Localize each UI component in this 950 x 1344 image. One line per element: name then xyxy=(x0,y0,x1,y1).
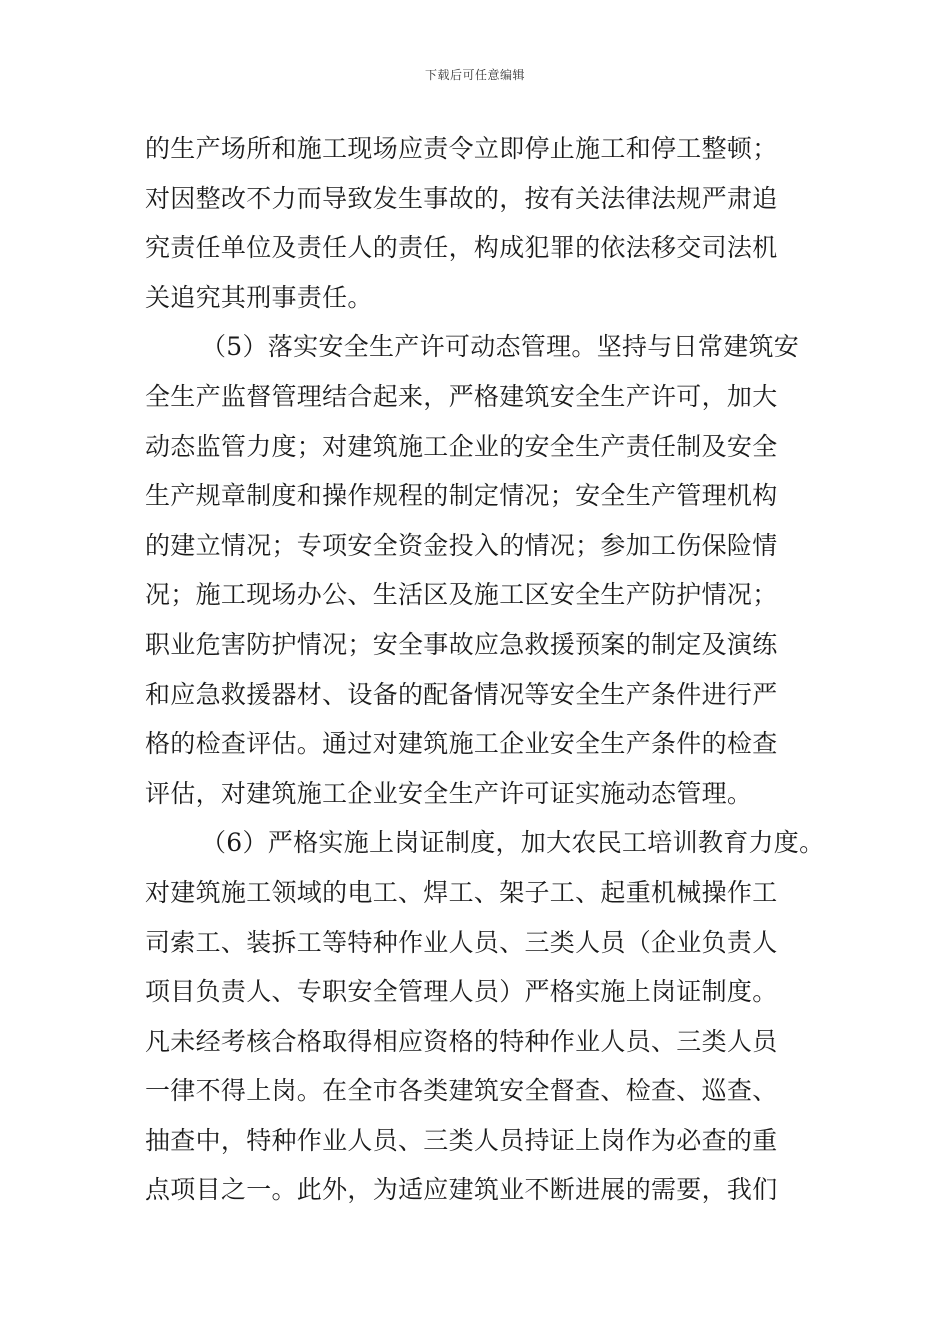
text-line: 对因整改不力而导致发生事故的，按有关法律法规严肃追 xyxy=(145,183,778,213)
text-line: （5）落实安全生产许可动态管理。坚持与日常建筑安 xyxy=(201,332,800,362)
text-line: 对建筑施工领域的电工、焊工、架子工、起重机械操作工 xyxy=(145,877,778,907)
text-line: 的建立情况；专项安全资金投入的情况；参加工伤保险情 xyxy=(145,530,778,560)
text-line: 全生产监督管理结合起来，严格建筑安全生产许可，加大 xyxy=(145,381,778,411)
text-line: 点项目之一。此外，为适应建筑业不断进展的需要，我们 xyxy=(145,1175,778,1205)
text-line: 况；施工现场办公、生活区及施工区安全生产防护情况； xyxy=(145,580,778,610)
text-line: 究责任单位及责任人的责任，构成犯罪的依法移交司法机 xyxy=(145,233,778,263)
text-line: 凡未经考核合格取得相应资格的特种作业人员、三类人员 xyxy=(145,1026,778,1056)
text-line: 抽查中，特种作业人员、三类人员持证上岗作为必查的重 xyxy=(145,1125,778,1155)
text-line: 的生产场所和施工现场应责令立即停止施工和停工整顿； xyxy=(145,134,778,163)
text-line: （6）严格实施上岗证制度，加大农民工培训教育力度。 xyxy=(201,828,825,858)
text-line: 生产规章制度和操作规程的制定情况；安全生产管理机构 xyxy=(145,481,778,511)
text-line: 和应急救援器材、设备的配备情况等安全生产条件进行严 xyxy=(145,679,778,709)
text-line: 职业危害防护情况；安全事故应急救援预案的制定及演练 xyxy=(145,629,778,659)
text-line: 评估，对建筑施工企业安全生产许可证实施动态管理。 xyxy=(145,778,753,808)
text-line: 动态监管力度；对建筑施工企业的安全生产责任制及安全 xyxy=(145,431,778,461)
text-line: 项目负责人、专职安全管理人员）严格实施上岗证制度。 xyxy=(145,977,778,1007)
page-header: 下载后可任意编辑 xyxy=(424,68,525,82)
text-line: 关追究其刑事责任。 xyxy=(145,282,373,312)
body-text xyxy=(145,124,825,1215)
text-line: 格的检查评估。通过对建筑施工企业安全生产条件的检查 xyxy=(145,729,778,759)
text-line: 一律不得上岗。在全市各类建筑安全督查、检查、巡查、 xyxy=(145,1076,778,1106)
text-line: 司索工、装拆工等特种作业人员、三类人员（企业负责人 xyxy=(145,927,778,957)
